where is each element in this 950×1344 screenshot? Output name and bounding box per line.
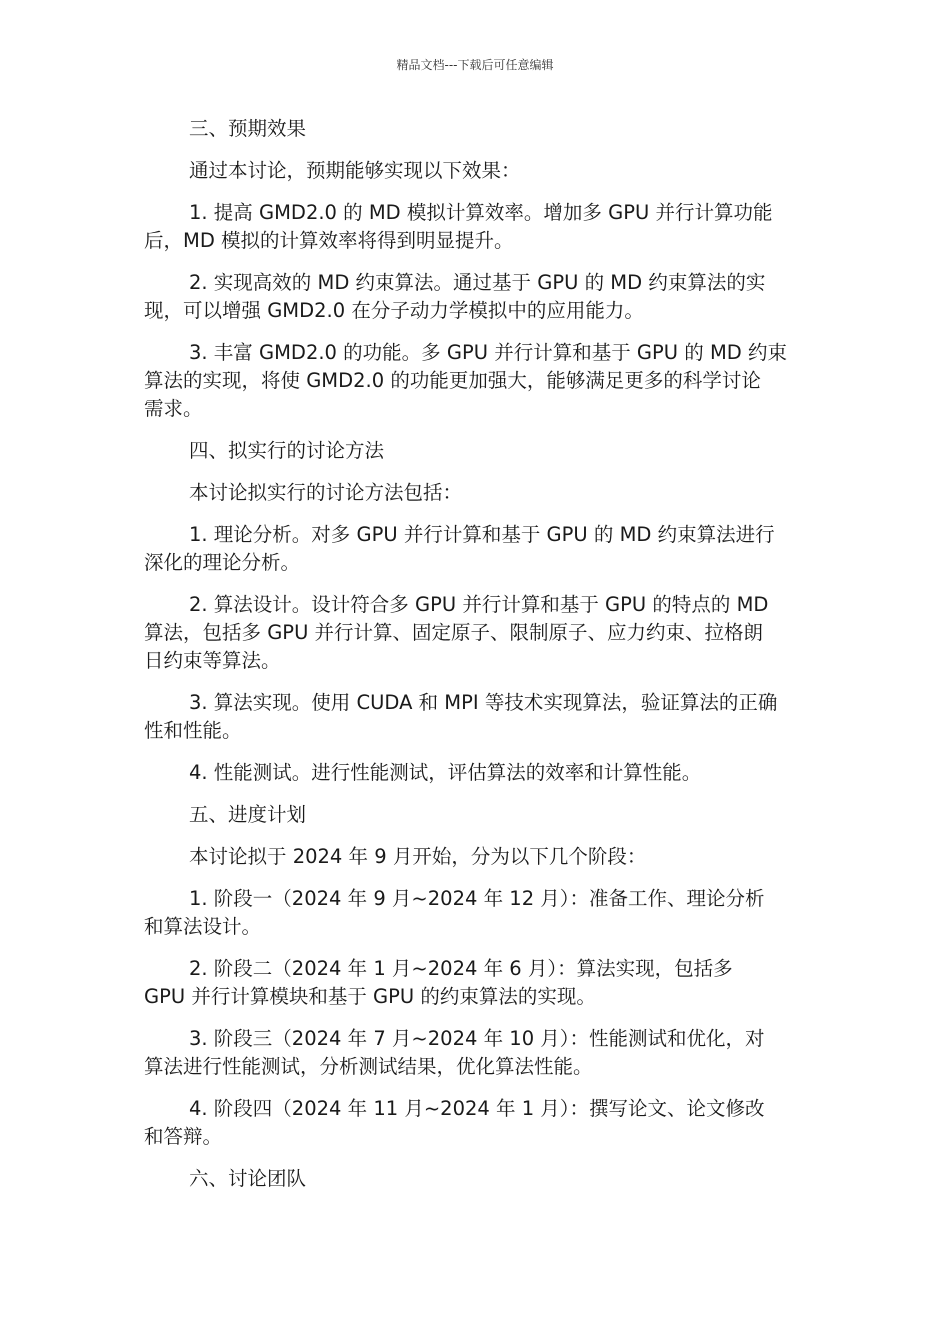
list-item: 2. 算法设计。设计符合多 GPU 并行计算和基于 GPU 的特点的 MD 算法，包括多 GPU 并行计算、固定原子、限制原子、应力约束、拉格朗 日约束等算法。 [144, 593, 769, 672]
list-item: 1. 阶段一（2024 年 9 月~2024 年 12 月）：准备工作、理论分析 和算法设计。 [144, 887, 765, 938]
document-body [144, 115, 808, 1207]
list-item: 2. 阶段二（2024 年 1 月~2024 年 6 月）：算法实现，包括多 GPU 并行计算模块和基于 GPU 的约束算法的实现。 [144, 957, 733, 1008]
section-heading-research-methods: 四、拟实行的讨论方法 [189, 439, 385, 462]
section-heading-team: 六、讨论团队 [189, 1167, 307, 1190]
list-item: 1. 理论分析。对多 GPU 并行计算和基于 GPU 的 MD 约束算法进行 深化的理论分析。 [144, 523, 775, 574]
list-item: 3. 阶段三（2024 年 7 月~2024 年 10 月）：性能测试和优化，对 算法进行性能测试，分析测试结果，优化算法性能。 [144, 1027, 765, 1078]
paragraph: 通过本讨论，预期能够实现以下效果： [189, 159, 521, 182]
paragraph: 本讨论拟实行的讨论方法包括： [189, 481, 463, 504]
list-item: 1. 提高 GMD2.0 的 MD 模拟计算效率。增加多 GPU 并行计算功能 后，MD 模拟的计算效率将得到明显提升。 [144, 201, 773, 252]
list-item: 4. 阶段四（2024 年 11 月~2024 年 1 月）：撰写论文、论文修改 和答辩。 [144, 1097, 765, 1148]
list-item: 4. 性能测试。进行性能测试，评估算法的效率和计算性能。 [189, 761, 702, 784]
list-item: 3. 算法实现。使用 CUDA 和 MPI 等技术实现算法，验证算法的正确 性和性能。 [144, 691, 778, 742]
section-heading-expected-results: 三、预期效果 [189, 117, 307, 140]
paragraph: 本讨论拟于 2024 年 9 月开始，分为以下几个阶段： [189, 845, 647, 868]
section-heading-schedule: 五、进度计划 [189, 803, 307, 826]
page-header: 精品文档---下载后可任意编辑 [396, 58, 554, 72]
list-item: 2. 实现高效的 MD 约束算法。通过基于 GPU 的 MD 约束算法的实 现，可以增强 GMD2.0 在分子动力学模拟中的应用能力。 [144, 271, 766, 322]
list-item: 3. 丰富 GMD2.0 的功能。多 GPU 并行计算和基于 GPU 的 MD 约束 算法的实现，将使 GMD2.0 的功能更加强大，能够满足更多的科学讨论 需求。 [144, 341, 787, 420]
